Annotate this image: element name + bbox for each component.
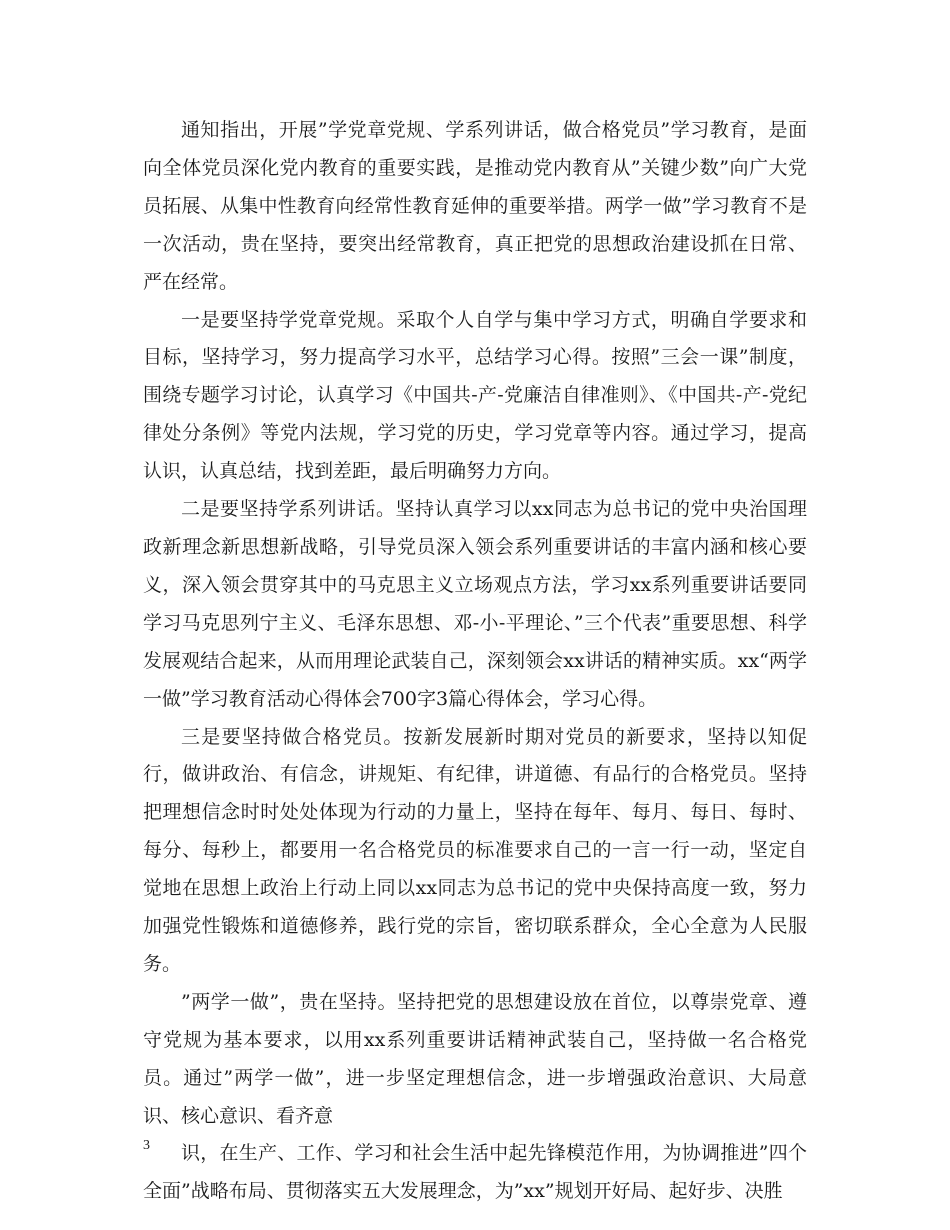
paragraph-first-point: 一是要坚持学党章党规。采取个人自学与集中学习方式，明确自学要求和目标，坚持学习，努力提高学习水平，总结学习心得。按照”三会一课”制度，围绕专题学习讨论，认真学习《中国共-产-党廉洁自律准则》、《中国共-产-党纪律处分条例》等党内法规，学习党的历史，学习党章等内容。通过学习，提高认识，认真总结，找到差距，最后明确努力方向。: [143, 308, 807, 483]
paragraph-continuation: 识，在生产、工作、学习和社会生活中起先锋模范作用，为协调推进”四个全面”战略布局、贯彻落实五大发展理念，为”xx”规划开好局、起好步、决胜: [143, 1142, 807, 1203]
document-body: [143, 112, 807, 1211]
paragraph-persistence: ”两学一做”，贵在坚持。坚持把党的思想建设放在首位，以尊崇党章、遵守党规为基本要求，以用xx系列重要讲话精神武装自己，坚持做一名合格党员。通过”两学一做”，进一步坚定理想信念，进一步增强政治意识、大局意识、核心意识、看齐意: [143, 990, 807, 1127]
page-number: 3: [143, 1138, 150, 1153]
paragraph-second-point: 二是要坚持学系列讲话。坚持认真学习以xx同志为总书记的党中央治国理政新理念新思想新战略，引导党员深入领会系列重要讲话的丰富内涵和核心要义，深入领会贯穿其中的马克思主义立场观点方法，学习xx系列重要讲话要同学习马克思列宁主义、毛泽东思想、邓-小-平理论、”三个代表”重要思想、科学发展观结合起来，从而用理论武装自己，深刻领会xx讲话的精神实质。xx“两学一做”学习教育活动心得体会700字3篇心得体会，学习心得。: [143, 498, 807, 710]
paragraph-third-point: 三是要坚持做合格党员。按新发展新时期对党员的新要求，坚持以知促行，做讲政治、有信念，讲规矩、有纪律，讲道德、有品行的合格党员。坚持把理想信念时时处处体现为行动的力量上，坚持在每年、每月、每日、每时、每分、每秒上，都要用一名合格党员的标准要求自己的一言一行一动，坚定自觉地在思想上政治上行动上同以xx同志为总书记的党中央保持高度一致，努力加强党性锻炼和道德修养，践行党的宗旨，密切联系群众，全心全意为人民服务。: [143, 725, 807, 975]
paragraph-intro: 通知指出，开展”学党章党规、学系列讲话，做合格党员”学习教育，是面向全体党员深化党内教育的重要实践，是推动党内教育从”关键少数”向广大党员拓展、从集中性教育向经常性教育延伸的重要举措。两学一做”学习教育不是一次活动，贵在坚持，要突出经常教育，真正把党的思想政治建设抓在日常、严在经常。: [143, 119, 807, 293]
